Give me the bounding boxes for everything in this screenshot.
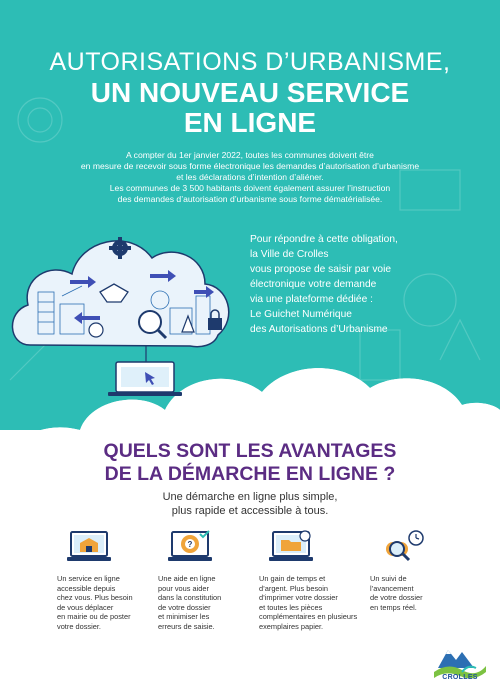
svg-text:?: ? [187,540,193,549]
advantage-line: et toutes les pièces [259,602,323,612]
advantage-item [259,528,359,631]
intro-line: A compter du 1er janvier 2022, toutes les communes doivent être [126,150,374,160]
advantage-text [259,574,359,631]
advantage-line: de vous déplacer [57,602,114,612]
pitch-line: Le Guichet Numérique [250,309,352,320]
advantages-subtitle-line-1: Une démarche en ligne plus simple, [162,491,338,503]
pitch-line: vous propose de saisir par voie [250,264,392,275]
advantage-line: pour vous aider [158,583,209,593]
logo-text: CROLLES [442,674,478,681]
advantage-line: erreurs de saisie. [158,621,215,631]
intro-line: et les déclarations d’intention d’aliéner. [176,172,324,182]
advantages-title-line-1: QUELS SONT LES AVANTAGES [103,440,397,462]
pitch-line: Pour répondre à cette obligation, [250,234,398,245]
pitch-line: via une plateforme dédiée : [250,294,373,305]
advantages-title-line-2: DE LA DÉMARCHE EN LIGNE ? [104,463,396,485]
pitch-line: électronique votre demande [250,279,377,290]
advantage-line: Un suivi de [370,574,407,583]
advantage-line: Un gain de temps et [259,574,326,583]
advantage-line: exemplaires papier. [259,621,324,631]
advantage-line: de votre dossier [370,593,423,602]
pitch-line: des Autorisations d’Urbanisme [250,324,388,335]
intro-line: des demandes d’autorisation d’urbanisme sous forme dématérialisée. [117,194,383,204]
advantage-line: en mairie ou de poster [57,612,131,621]
advantage-line: et minimiser les [158,612,210,621]
gear-question-icon [166,528,214,568]
advantage-line: votre dossier. [57,621,101,631]
title-line-3: EN LIGNE [183,107,317,138]
advantages-title [0,440,500,486]
magnifier-clock-icon [378,528,426,568]
advantage-line: dans la constitution [158,593,222,602]
advantage-text [57,574,157,631]
pitch-line: la Ville de Crolles [250,249,329,260]
advantage-text [370,574,470,612]
advantages-subtitle-line-2: plus rapide et accessible à tous. [171,505,329,517]
advantage-line: de votre dossier [158,602,211,612]
advantage-item [158,528,258,631]
advantage-line: l’avancement [370,583,414,593]
advantage-line: d’argent. Plus besoin [259,583,329,593]
title-line-1: AUTORISATIONS D’URBANISME, [49,48,451,76]
advantage-line: Un service en ligne [57,574,120,583]
pitch-text [250,232,450,337]
advantage-line: Une aide en ligne [158,574,216,583]
intro-line: en mesure de recevoir sous forme électronique les demandes d’autorisation d’urbanisme [80,161,420,171]
advantage-item [57,528,157,631]
advantage-item [370,528,470,612]
laptop-building-icon [65,528,113,568]
cloud-illustration-icon [0,200,250,400]
advantage-line: chez vous. Plus besoin [57,593,133,602]
advantage-line: complémentaires en plusieurs [259,612,358,621]
intro-text [40,150,460,205]
advantage-line: d’imprimer votre dossier [259,593,338,602]
advantages-subtitle [0,490,500,518]
advantage-line: accessible depuis [57,583,116,593]
advantage-line: en temps réel. [370,602,417,612]
advantage-text [158,574,258,631]
title-main [0,78,500,138]
laptop-folder-icon [267,528,315,568]
intro-line: Les communes de 3 500 habitants doivent également assurer l’instruction [109,183,391,193]
title-line-2: UN NOUVEAU SERVICE [90,77,410,108]
